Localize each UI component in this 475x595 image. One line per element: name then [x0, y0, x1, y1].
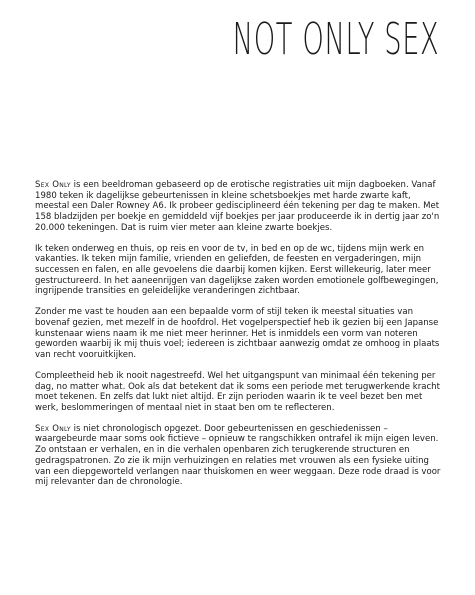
paragraph-text: Compleetheid heb ik nooit nagestreefd. Wel het uitgangspunt van minimaal één tekening per dag, no matter what. Ook als dat betekent dat ik soms een periode met terugwerkende kracht moet tekenen. En zelfs dat lukt niet altijd. Er zijn perioden waarin ik te veel bezet ben met werk, beslommeringen of mentaal niet in staat ben om te reflecteren.: [35, 370, 440, 413]
paragraph-1: [35, 180, 441, 234]
body-text: [35, 180, 441, 498]
page-title: NOT ONLY SEX: [232, 14, 439, 65]
paragraph-4: [35, 371, 441, 414]
book-title-inline: Sex Only: [35, 423, 71, 434]
book-title-inline: Sex Only: [35, 180, 71, 190]
paragraph-text: Zonder me vast te houden aan een bepaalde vorm of stijl teken ik meestal situaties van bovenaf gezien, met mezelf in de hoofdrol. Het vogelperspectief heb ik gezien bij een Japanse kunstenaar wiens naam ik me niet meer herinner. Het is inmiddels een vorm van noteren geworden waarbij ik mij thuis voel; iedereen is zichtbaar aanwezig omdat ze omhoog in plaats van recht vooruitkijken.: [35, 307, 440, 361]
paragraph-text: Ik teken onderweg en thuis, op reis en voor de tv, in bed en op de wc, tijdens mijn werk en vakanties. Ik teken mijn familie, vrienden en geliefden, de feesten en vergaderingen, mijn successen en falen, en alle gevoelens die daarbij komen kijken. Eerst willekeurig, later meer gestructureerd. In het aaneenrijgen van dagelijkse zaken worden emotionele golfbewegingen, ingrijpende transities en geleidelijke veranderingen zichtbaar.: [35, 243, 439, 297]
paragraph-3: [35, 307, 441, 361]
paragraph-text: is een beeldroman gebaseerd op de erotische registraties uit mijn dagboeken. Vanaf 1980 teken ik dagelijkse gebeurtenissen in kleine schetsboekjes met harde zwarte kaft, meestal een Daler Rowney A6. Ik probeer gedisciplineerd één tekening per dag te maken. Met 158 bladzijden per boekje en gemiddeld vijf boekjes per jaar produceerde ik in dertig jaar zo'n 20.000 tekeningen. Dat is ruim vier meter aan kleine zwarte boekjes.: [35, 180, 440, 233]
paragraph-text: is niet chronologisch opgezet. Door gebeurtenissen en geschiedenissen – waargebeurde maar soms ook fictieve – opnieuw te rangschikken ontrafel ik mijn eigen leven. Zo ontstaan er verhalen, en in die verhalen openbaren zich terugkerende structuren en gedragspatronen. Zo zie ik mijn verhuizingen en relaties met vrouwen als een fysieke uiting van een diepgeworteld verlangen naar thuiskomen en weer weggaan. Deze rode draad is voor mij relevanter dan de chronologie.: [35, 423, 441, 488]
paragraph-2: [35, 244, 441, 298]
paragraph-5: [35, 424, 441, 488]
